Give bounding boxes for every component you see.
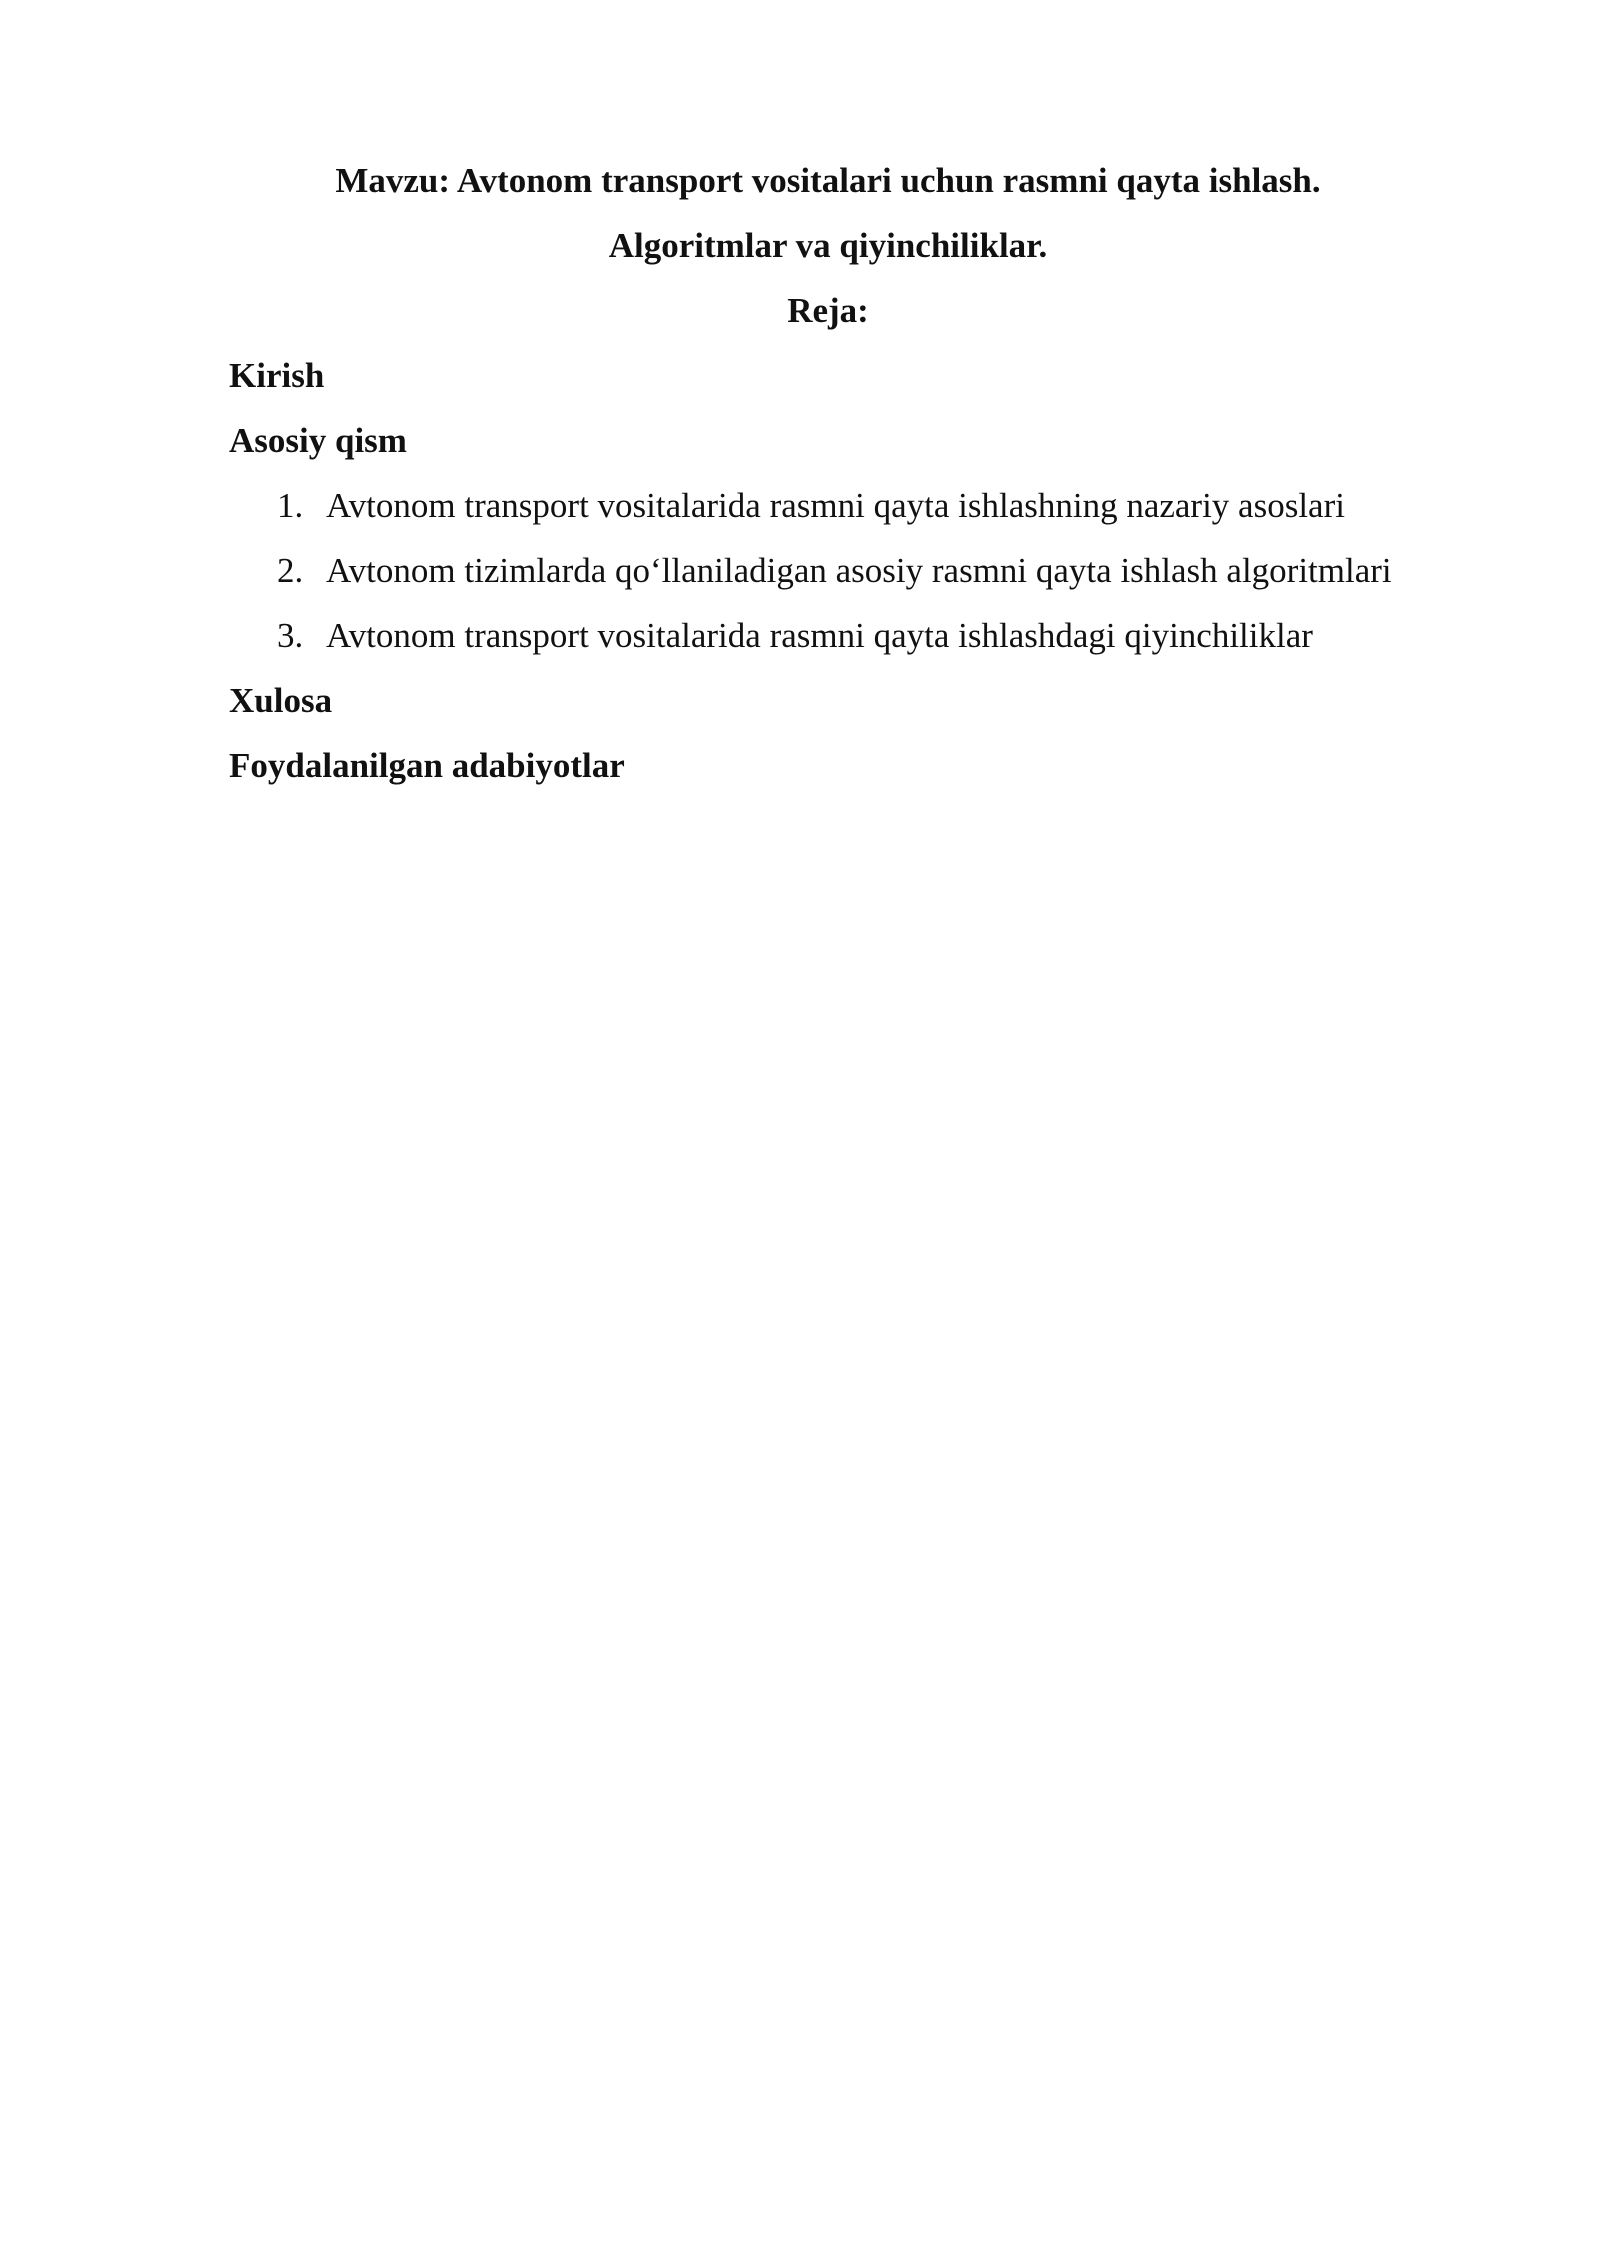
list-item-number: 2. <box>277 551 304 590</box>
list-item-number: 1. <box>277 486 304 525</box>
list-item <box>229 603 1489 668</box>
list-item <box>229 473 1489 538</box>
section-conclusion: Xulosa <box>229 681 333 720</box>
list-item-text: Avtonom tizimlarda qo‘llaniladigan asosiy rasmni qayta ishlash algoritmlari <box>326 551 1392 590</box>
section-main-part: Asosiy qism <box>229 421 407 460</box>
section-references: Foydalanilgan adabiyotlar <box>229 746 625 785</box>
list-item-text: Avtonom transport vositalarida rasmni qayta ishlashdagi qiyinchiliklar <box>326 616 1313 655</box>
list-item <box>229 538 1489 603</box>
main-part-list <box>229 473 1489 668</box>
section-introduction: Kirish <box>229 356 325 395</box>
list-item-text: Avtonom transport vositalarida rasmni qayta ishlashning nazariy asoslari <box>326 486 1345 525</box>
list-item-number: 3. <box>277 616 304 655</box>
document-content <box>229 148 1489 798</box>
document-title-line-2: Algoritmlar va qiyinchiliklar. <box>608 226 1048 265</box>
document-title-line-1: Mavzu: Avtonom transport vositalari uchun rasmni qayta ishlash. <box>335 161 1321 200</box>
plan-heading: Reja: <box>787 291 869 330</box>
